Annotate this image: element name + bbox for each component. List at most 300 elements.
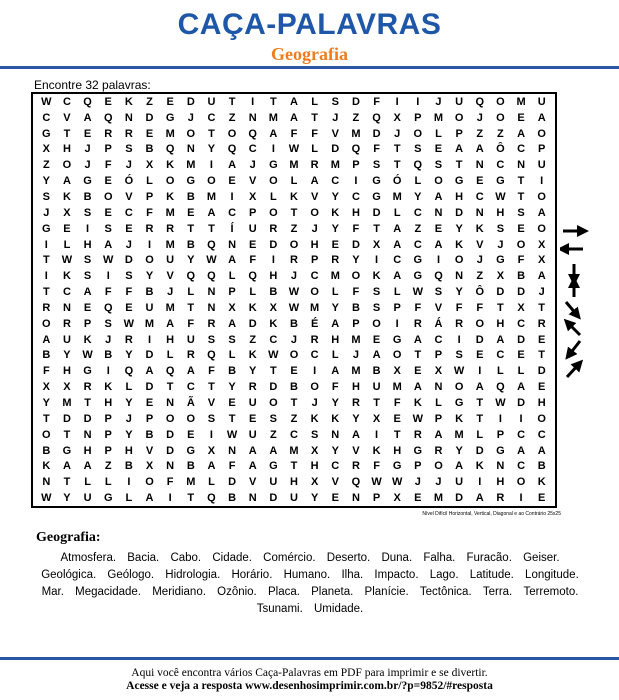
grid-cell: V <box>434 301 443 314</box>
grid-cell: Y <box>63 492 71 505</box>
grid-cell: O <box>434 460 443 473</box>
grid-cell: B <box>351 301 360 314</box>
grid-cell: Y <box>187 254 195 267</box>
grid-cell: G <box>269 159 278 172</box>
word-list-item: Duna. <box>381 552 413 564</box>
grid-cell: A <box>413 381 422 394</box>
grid-cell: E <box>331 238 339 251</box>
grid-cell: R <box>166 222 175 235</box>
grid-cell: N <box>351 492 360 505</box>
grid-cell: U <box>166 254 175 267</box>
grid-cell: C <box>290 428 298 441</box>
grid-cell: I <box>375 254 379 267</box>
grid-cell: K <box>42 460 51 473</box>
grid-cell: D <box>351 95 360 108</box>
grid-cell: Y <box>331 190 339 203</box>
grid-cell: E <box>372 333 381 346</box>
grid-cell: H <box>351 381 360 394</box>
grid-cell: S <box>496 222 505 235</box>
grid-cell: E <box>414 365 422 378</box>
grid-cell: R <box>104 127 113 140</box>
word-list-item: Horário. <box>231 569 273 581</box>
grid-cell: F <box>373 95 380 108</box>
grid-cell: F <box>414 301 422 314</box>
grid-cell: B <box>537 460 546 473</box>
grid-cell: X <box>393 365 401 378</box>
grid-cell: M <box>206 190 217 203</box>
grid-cell: I <box>168 492 172 505</box>
grid-cell: F <box>352 222 360 235</box>
grid-cell: L <box>435 396 442 409</box>
word-list-item: Megacidade. <box>75 586 142 598</box>
grid-cell: F <box>393 396 401 409</box>
grid-cell: J <box>414 476 421 489</box>
grid-cell: I <box>271 254 275 267</box>
grid-cell: A <box>413 333 422 346</box>
grid-cell: W <box>288 301 300 314</box>
grid-cell: G <box>42 127 51 140</box>
grid-cell: F <box>290 127 298 140</box>
grid-cell: X <box>434 365 443 378</box>
grid-cell: H <box>496 476 505 489</box>
grid-cell: R <box>248 381 257 394</box>
grid-cell: A <box>537 206 546 219</box>
grid-cell: I <box>375 428 379 441</box>
grid-cell: T <box>538 301 546 314</box>
grid-cell: S <box>372 301 381 314</box>
grid-cell: A <box>145 365 154 378</box>
grid-cell: G <box>496 444 505 457</box>
grid-cell: C <box>62 95 71 108</box>
grid-cell: D <box>517 396 526 409</box>
footer-line-2: Acesse e veja a resposta www.desenhosimprimir.com.br/?p=9852/#resposta <box>126 680 493 692</box>
word-list-item: Deserto. <box>326 552 371 564</box>
grid-cell: D <box>372 206 381 219</box>
grid-cell: O <box>351 270 361 283</box>
grid-cell: R <box>434 444 443 457</box>
grid-cell: F <box>166 476 174 489</box>
grid-cell: M <box>268 111 278 124</box>
grid-cell: T <box>63 476 71 489</box>
grid-cell: N <box>248 492 257 505</box>
grid-cell: G <box>186 444 196 457</box>
word-list-item: Latitude. <box>469 569 514 581</box>
grid-cell: Z <box>290 222 298 235</box>
direction-arrows <box>560 222 590 382</box>
grid-cell: L <box>331 349 339 362</box>
grid-cell: A <box>434 428 443 441</box>
grid-cell: B <box>186 238 195 251</box>
grid-cell: Y <box>331 222 339 235</box>
grid-cell: C <box>331 460 340 473</box>
grid-cell: B <box>186 190 195 203</box>
grid-cell: A <box>104 238 113 251</box>
grid-cell: C <box>496 349 505 362</box>
grid-cell: K <box>475 222 484 235</box>
grid-cell: D <box>228 476 237 489</box>
grid-cell: A <box>351 428 360 441</box>
grid-cell: M <box>454 428 464 441</box>
instruction-text: Encontre 32 palavras: <box>34 78 151 92</box>
grid-cell: S <box>455 349 463 362</box>
grid-cell: W <box>288 143 300 156</box>
grid-cell: I <box>354 175 358 188</box>
grid-cell: A <box>393 270 402 283</box>
grid-cell: N <box>496 460 505 473</box>
grid-cell: W <box>288 286 300 299</box>
grid-cell: S <box>372 286 381 299</box>
grid-cell: S <box>517 206 525 219</box>
grid-cell: C <box>228 206 237 219</box>
grid-cell: O <box>310 381 319 394</box>
grid-cell: B <box>83 190 92 203</box>
grid-cell: H <box>83 238 92 251</box>
grid-cell: J <box>249 159 256 172</box>
grid-cell: G <box>165 111 175 124</box>
grid-cell: C <box>124 206 133 219</box>
grid-cell: L <box>228 349 236 362</box>
grid-cell: Q <box>207 238 216 251</box>
grid-cell: Q <box>124 365 134 378</box>
grid-cell: L <box>311 143 318 156</box>
grid-cell: X <box>393 492 401 505</box>
grid-cell: M <box>289 444 299 457</box>
grid-cell: W <box>268 349 279 362</box>
grid-cell: T <box>476 396 484 409</box>
grid-cell: L <box>166 349 174 362</box>
grid-cell: N <box>124 111 133 124</box>
page-subtitle: Geografia <box>271 44 348 64</box>
grid-cell: E <box>249 238 257 251</box>
grid-cell: R <box>310 333 319 346</box>
grid-cell: Q <box>207 270 216 283</box>
grid-cell: E <box>517 349 525 362</box>
grid-cell: Í <box>230 222 234 235</box>
grid-cell: W <box>41 492 52 505</box>
grid-cell: E <box>538 333 546 346</box>
grid-cell: I <box>313 365 317 378</box>
grid-cell: Z <box>146 95 153 108</box>
grid-cell: N <box>62 301 71 314</box>
grid-cell: W <box>103 254 114 267</box>
grid-cell: I <box>436 254 440 267</box>
grid-cell: K <box>83 333 92 346</box>
grid-cell: X <box>393 111 401 124</box>
grid-cell: Q <box>248 270 257 283</box>
grid-cell: O <box>42 317 51 330</box>
grid-cell: P <box>145 412 154 425</box>
grid-cell: N <box>186 143 195 156</box>
footer-line-1: Aqui você encontra vários Caça-Palavras em PDF para imprimir e se divertir. <box>131 667 488 679</box>
grid-cell: X <box>310 444 319 457</box>
grid-cell: V <box>476 238 484 251</box>
grid-cell: F <box>311 127 318 140</box>
word-list-item: Terra. <box>482 586 513 598</box>
grid-cell: D <box>496 286 505 299</box>
grid-cell: Y <box>42 175 50 188</box>
grid-cell: W <box>412 412 424 425</box>
grid-cell: X <box>517 301 525 314</box>
grid-cell: Q <box>434 270 443 283</box>
grid-cell: A <box>207 460 216 473</box>
grid-cell: P <box>310 254 319 267</box>
grid-cell: V <box>63 111 71 124</box>
grid-cell: Y <box>310 492 319 505</box>
grid-cell: W <box>61 254 73 267</box>
grid-cell: C <box>310 270 319 283</box>
grid-cell: H <box>393 444 402 457</box>
top-divider <box>0 66 619 69</box>
grid-cell: G <box>83 365 92 378</box>
grid-cell: O <box>496 95 505 108</box>
grid-cell: N <box>434 206 443 219</box>
grid-cell: O <box>42 428 51 441</box>
grid-cell: J <box>290 333 298 346</box>
grid-cell: P <box>83 317 92 330</box>
grid-cell: X <box>42 143 50 156</box>
grid-cell: A <box>290 95 298 108</box>
grid-cell: S <box>228 333 236 346</box>
grid-cell: Z <box>269 428 277 441</box>
grid-cell: W <box>41 95 52 108</box>
grid-cell: E <box>83 301 92 314</box>
grid-cell: T <box>187 492 195 505</box>
grid-cell: P <box>352 317 360 330</box>
grid-cell: M <box>165 238 175 251</box>
grid-cell: K <box>331 206 340 219</box>
grid-cell: O <box>516 238 526 251</box>
grid-cell: F <box>42 365 50 378</box>
grid-cell: D <box>517 333 526 346</box>
grid-cell: T <box>414 349 422 362</box>
grid-cell: Q <box>186 270 196 283</box>
grid-cell: C <box>186 381 195 394</box>
grid-cell: D <box>269 492 278 505</box>
word-list-item: Planeta. <box>311 586 354 598</box>
grid-cell: G <box>186 175 196 188</box>
grid-cell: N <box>228 238 237 251</box>
grid-cell: Q <box>165 365 175 378</box>
grid-cell: C <box>517 143 526 156</box>
grid-cell: O <box>165 175 175 188</box>
grid-cell: A <box>310 175 319 188</box>
grid-cell: A <box>393 222 402 235</box>
grid-cell: P <box>104 143 112 156</box>
grid-cell: G <box>42 222 51 235</box>
grid-cell: F <box>187 317 195 330</box>
word-list-item: Geólogo. <box>107 569 155 581</box>
grid-cell: E <box>476 349 484 362</box>
grid-cell: Q <box>103 301 113 314</box>
grid-cell: Q <box>413 159 423 172</box>
grid-cell: E <box>517 111 525 124</box>
grid-cell: F <box>125 286 133 299</box>
grid-cell: I <box>209 159 213 172</box>
grid-cell: J <box>435 476 442 489</box>
grid-cell: T <box>166 381 174 394</box>
grid-cell: G <box>413 444 423 457</box>
grid-cell: E <box>331 492 339 505</box>
grid-cell: P <box>372 492 381 505</box>
grid-cell: Y <box>63 349 71 362</box>
grid-cell: T <box>517 190 525 203</box>
grid-cell: O <box>186 127 196 140</box>
grid-cell: G <box>496 175 505 188</box>
grid-cell: R <box>537 317 546 330</box>
grid-cell: C <box>331 175 340 188</box>
grid-cell: D <box>62 412 71 425</box>
grid-cell: E <box>393 412 401 425</box>
grid-cell: T <box>290 396 298 409</box>
grid-cell: O <box>269 396 278 409</box>
grid-cell: X <box>63 381 71 394</box>
grid-cell: J <box>125 412 132 425</box>
grid-cell: U <box>455 476 464 489</box>
grid-cell: L <box>331 286 339 299</box>
word-list-item: Impacto. <box>374 569 419 581</box>
grid-cell: V <box>249 175 257 188</box>
grid-cell: T <box>373 396 380 409</box>
grid-cell: B <box>145 428 154 441</box>
grid-cell: T <box>269 95 277 108</box>
grid-cell: R <box>62 317 71 330</box>
grid-cell: A <box>475 143 484 156</box>
grid-cell: V <box>331 127 339 140</box>
word-list-item: Atmosfera. <box>60 552 117 564</box>
grid-cell: O <box>475 317 485 330</box>
grid-cell: E <box>145 396 154 409</box>
grid-cell: C <box>517 460 526 473</box>
grid-cell: A <box>455 143 464 156</box>
grid-cell: E <box>63 222 71 235</box>
grid-cell: Q <box>83 95 92 108</box>
grid-cell: S <box>331 95 339 108</box>
grid-cell: O <box>186 412 196 425</box>
grid-cell: Y <box>455 222 463 235</box>
grid-cell: A <box>62 175 71 188</box>
grid-cell: C <box>537 428 546 441</box>
grid-cell: T <box>517 175 525 188</box>
grid-cell: G <box>269 460 278 473</box>
grid-cell: E <box>187 428 195 441</box>
grid-cell: A <box>331 317 340 330</box>
grid-cell: N <box>166 396 175 409</box>
grid-cell: M <box>310 301 320 314</box>
grid-cell: U <box>372 381 381 394</box>
grid-cell: X <box>63 206 71 219</box>
grid-cell: P <box>145 190 154 203</box>
grid-cell: L <box>517 365 525 378</box>
word-list-item: Ilha. <box>341 569 364 581</box>
grid-cell: F <box>373 460 380 473</box>
grid-cell: I <box>44 270 48 283</box>
word-list-item: Lago. <box>429 569 459 581</box>
grid-cell: Q <box>248 127 257 140</box>
grid-cell: B <box>145 286 154 299</box>
grid-cell: W <box>392 476 403 489</box>
grid-cell: V <box>310 190 319 203</box>
grid-cell: E <box>145 127 154 140</box>
grid-cell: O <box>165 412 175 425</box>
grid-cell: Y <box>352 254 360 267</box>
grid-cell: Z <box>476 270 484 283</box>
grid-cell: F <box>249 254 257 267</box>
grid-cell: T <box>228 95 236 108</box>
grid-cell: M <box>186 159 196 172</box>
grid-cell: T <box>455 159 463 172</box>
grid-cell: A <box>207 206 216 219</box>
grid-cell: A <box>145 492 154 505</box>
grid-cell: U <box>186 333 195 346</box>
grid-cell: J <box>394 127 401 140</box>
grid-cell: X <box>496 270 505 283</box>
grid-cell: S <box>83 254 92 267</box>
grid-cell: K <box>269 317 278 330</box>
grid-cell: O <box>516 476 526 489</box>
grid-cell: E <box>434 143 443 156</box>
difficulty-note: Nível Difícil Horizontal, Vertical, Diagonal e ao Contrário 25x25 <box>422 511 561 517</box>
grid-cell: P <box>414 111 422 124</box>
grid-cell: Y <box>125 428 133 441</box>
word-list-item: Geiser. <box>523 552 560 564</box>
grid-cell: P <box>496 428 505 441</box>
grid-cell: N <box>475 206 484 219</box>
grid-cell: I <box>478 365 482 378</box>
grid-cell: A <box>434 238 443 251</box>
grid-cell: S <box>434 286 443 299</box>
grid-cell: M <box>433 111 444 124</box>
grid-cell: Y <box>125 349 133 362</box>
grid-cell: H <box>269 270 278 283</box>
grid-cell: R <box>351 460 360 473</box>
grid-cell: T <box>228 412 236 425</box>
grid-cell: X <box>538 254 546 267</box>
grid-cell: V <box>125 190 133 203</box>
grid-cell: M <box>165 127 175 140</box>
grid-cell: E <box>249 412 257 425</box>
grid-cell: O <box>289 238 299 251</box>
grid-cell: A <box>269 444 278 457</box>
up-left-arrow-icon <box>568 323 580 335</box>
grid-cell: V <box>145 444 154 457</box>
grid-cell: N <box>455 270 464 283</box>
grid-cell: E <box>83 127 92 140</box>
grid-cell: O <box>454 254 464 267</box>
grid-cell: G <box>496 254 505 267</box>
grid-cell: E <box>104 175 112 188</box>
grid-cell: M <box>351 127 361 140</box>
grid-cell: Y <box>352 412 360 425</box>
grid-cell: U <box>207 95 216 108</box>
grid-cell: N <box>248 111 257 124</box>
grid-cell: D <box>475 333 484 346</box>
grid-cell: A <box>537 111 546 124</box>
grid-cell: E <box>228 396 236 409</box>
grid-cell: L <box>290 175 298 188</box>
grid-cell: K <box>124 95 133 108</box>
grid-cell: D <box>269 238 278 251</box>
grid-cell: L <box>84 476 91 489</box>
grid-cell: T <box>497 301 504 314</box>
page-title: CAÇA-PALAVRAS <box>177 8 442 41</box>
grid-cell: B <box>372 365 381 378</box>
grid-cell: I <box>519 412 523 425</box>
grid-cell: S <box>372 159 381 172</box>
grid-cell: Y <box>331 396 339 409</box>
grid-cell: K <box>455 238 464 251</box>
grid-cell: K <box>310 412 319 425</box>
grid-cell: T <box>290 206 298 219</box>
